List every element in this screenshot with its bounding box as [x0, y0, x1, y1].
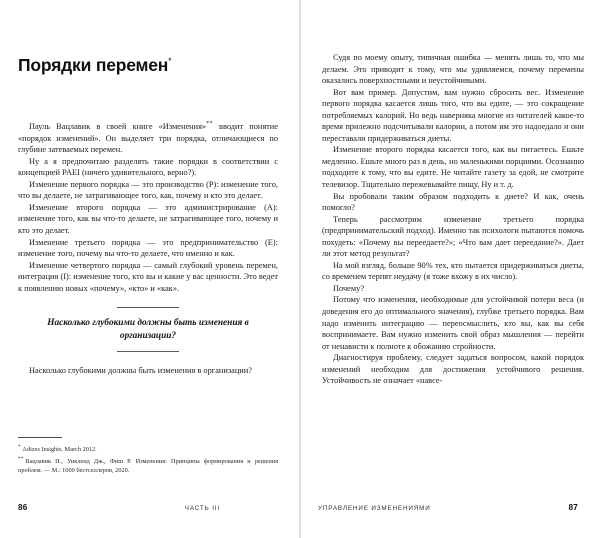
pullquote-heading — [18, 307, 278, 352]
right-page-footer — [318, 503, 578, 512]
footnote-marker: * — [18, 443, 21, 450]
pullquote-rule-top — [117, 307, 179, 308]
pullquote-text: Насколько глубокими должны быть изменения в организации? — [47, 318, 249, 341]
footnote-item — [18, 443, 278, 455]
page-number: 86 — [18, 503, 28, 512]
paragraph: Насколько глубокими должны быть изменения в организации? — [29, 366, 252, 376]
footnote-text: Adizes Insights, March 2012. — [22, 445, 97, 453]
paragraph: Потому что изменения, необходимые для устойчивой потери веса (и доведения его до оптимального значения), глубже третьего порядка. Вам надо изменить интеграцию — переосмыслить, кто вы, как вы себя воспринимаете. Вам нужно изменить свой образ мышления — перейти от ненависти к полноте к обожанию стройности. — [322, 295, 584, 351]
running-head: ЧАСТЬ III — [184, 505, 220, 512]
paragraph: Изменение третьего порядка — это предпринимательство (Е): изменение того, почему вы что-то делаете, что именно и как. — [18, 237, 278, 259]
left-page-footer — [18, 503, 278, 512]
paragraph: Изменение второго порядка касается того, как вы питаетесь. Ешьте медленно. Ешьте много раз в день, но маленькими порциями. Осознанно подходите к тому, что вы едите. Не читайте газету за едой, не смотрите телевизор. Тщательно пережевывайте пищу. Ну и т. д. — [322, 145, 584, 190]
paragraph: Изменение четвертого порядка — самый глубокий уровень перемен, интеграция (I): изменение того, кто вы и какие у вас ценности. Это ведет к появлению новых «почему», «кто» и «как». — [18, 260, 278, 293]
paragraph: Пауль Вацлавик в своей книге «Изменения»** вводит понятие «порядок изменений». Он выделяет три порядка, отличающиеся по глубине затеваемых перемен. — [18, 121, 278, 155]
paragraph: Диагностируя проблему, следует задаться вопросом, какой порядок изменений необходим для достижения устойчивого решения. Устойчивость не означает «навсе- — [322, 353, 584, 386]
footnote-marker: ** — [18, 456, 24, 463]
paragraph: Вот вам пример. Допустим, вам нужно сбросить вес. Изменение первого порядка касается лишь того, что вы едите, — это сокращение потребляемых калорий. Но ведь наверняка многие из читателей какое-то время прилежно подсчитывали калории, а потом им это надоедало и они переставали придерживаться диеты. — [322, 87, 584, 143]
footnote-separator-rule — [18, 437, 62, 438]
paragraph: Вы пробовали таким образом подходить к диете? И как, очень помогло? — [322, 191, 584, 213]
footnote-text: Вацлавик П., Уикленд Дж., Фиш Р. Изменения: Принципы формирования и решения проблем. — М.: 1000 бестселлеров, 2020. — [18, 458, 278, 474]
paragraph: На мой взгляд, больше 90% тех, кто пытается придерживаться диеты, со временем терпят неудачу (я тоже вхожу в их число). — [322, 260, 584, 282]
chapter-title-text: Порядки перемен — [18, 55, 169, 75]
footnote-block — [18, 437, 278, 476]
paragraph: Изменение первого порядка — это производство (Р): изменение того, что вы делаете, не затрагивающее того, как, почему и кто это делает. — [18, 179, 278, 201]
paragraph: Судя по моему опыту, типичная ошибка — менять лишь то, что мы делаем. Это приводит к тому, что мы удивляемся, почему перемены оказались поверхностными и неустойчивыми. — [322, 53, 584, 86]
page-title — [18, 56, 278, 75]
footnote-item — [18, 455, 278, 475]
running-head: УПРАВЛЕНИЕ ИЗМЕНЕНИЯМИ — [318, 505, 431, 512]
right-page-content — [322, 0, 584, 387]
page-number: 87 — [568, 503, 578, 512]
pullquote-rule-bottom — [117, 351, 179, 352]
left-page-content — [18, 0, 278, 377]
paragraph: Почему? — [333, 283, 365, 293]
paragraph: Теперь рассмотрим изменение третьего порядка (предпринимательский подход). Именно так психологи пытаются помочь похудеть: «Почему вы переедаете?»; «Что вам дает переедание?». Дает ли этот метод результат? — [322, 214, 584, 259]
paragraph: Ну а я предпочитаю разделять такие порядки в соответствии с концепцией PAEI (ничего удивительного, верно?). — [18, 156, 278, 178]
page-gutter — [299, 0, 301, 538]
title-footnote-marker: * — [168, 56, 172, 67]
right-page — [300, 0, 600, 538]
paragraph: Изменение второго порядка — это администрирование (А): изменение того, как вы что-то делаете, не затрагивающее того, почему и кто это делает. — [18, 202, 278, 235]
